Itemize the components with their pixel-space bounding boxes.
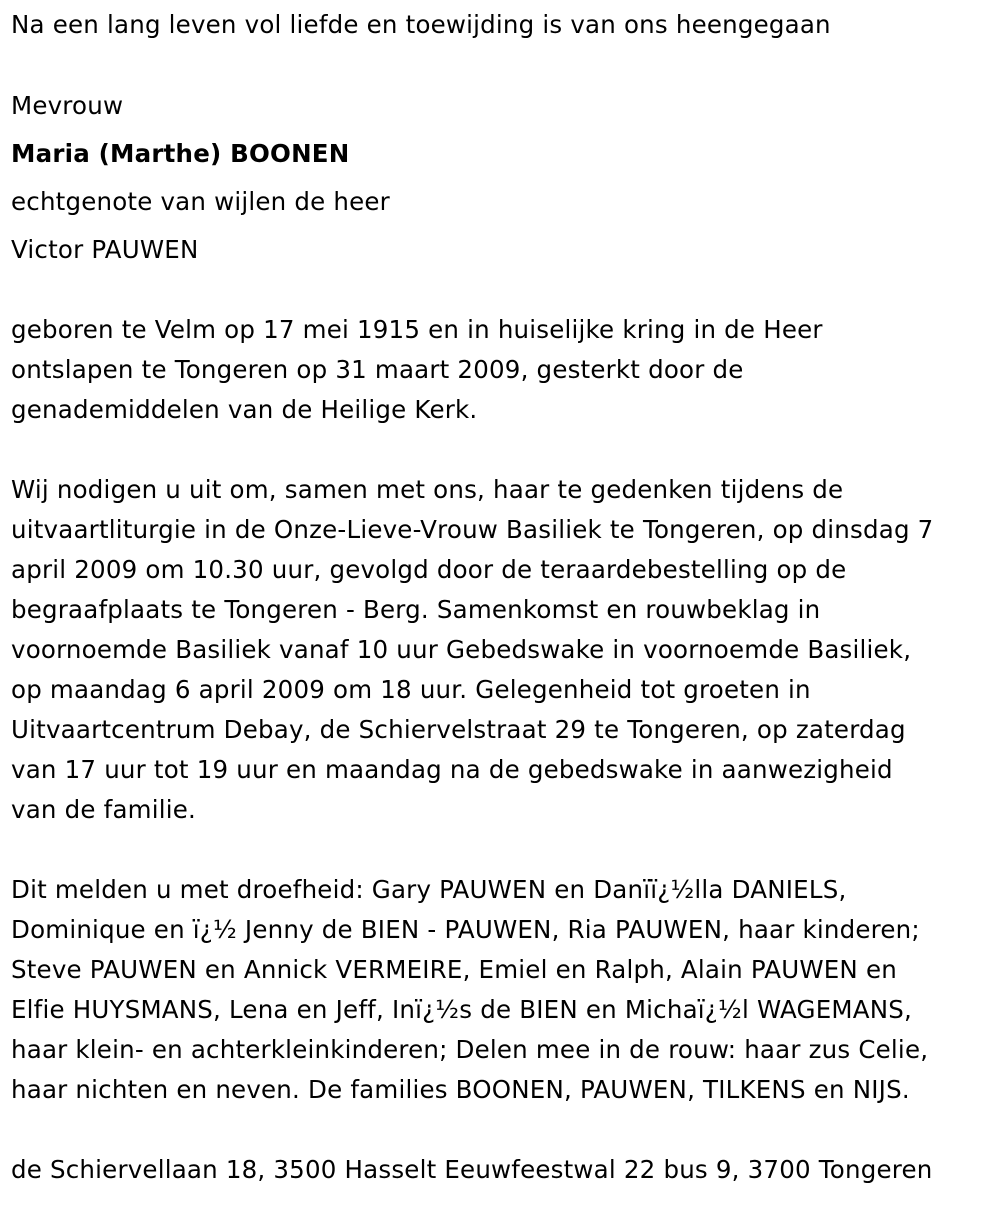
family-paragraph xyxy=(11,870,996,1110)
paragraph-line: van 17 uur tot 19 uur en maandag na de gebedswake in aanwezigheid xyxy=(11,755,893,784)
salutation: Mevrouw xyxy=(11,91,124,120)
paragraph-line: april 2009 om 10.30 uur, gevolgd door de teraardebestelling op de xyxy=(11,555,847,584)
paragraph-line: Steve PAUWEN en Annick VERMEIRE, Emiel en Ralph, Alain PAUWEN en xyxy=(11,955,897,984)
paragraph-line: geboren te Velm op 17 mei 1915 en in huiselijke kring in de Heer xyxy=(11,315,823,344)
paragraph-line: haar nichten en neven. De families BOONEN, PAUWEN, TILKENS en NIJS. xyxy=(11,1075,910,1104)
paragraph-line: van de familie. xyxy=(11,795,197,824)
birth-death-paragraph xyxy=(11,310,996,430)
spouse-name: Victor PAUWEN xyxy=(11,235,199,264)
paragraph-line: voornoemde Basiliek vanaf 10 uur Gebedswake in voornoemde Basiliek, xyxy=(11,635,912,664)
paragraph-line: Dominique en ï¿½ Jenny de BIEN - PAUWEN, Ria PAUWEN, haar kinderen; xyxy=(11,915,920,944)
funeral-paragraph xyxy=(11,470,996,830)
paragraph-line: Uitvaartcentrum Debay, de Schiervelstraat 29 te Tongeren, op zaterdag xyxy=(11,715,906,744)
addresses-line: de Schiervellaan 18, 3500 Hasselt Eeuwfeestwal 22 bus 9, 3700 Tongeren xyxy=(11,1155,933,1184)
paragraph-line: Dit melden u met droefheid: Gary PAUWEN en Danïï¿½lla DANIELS, xyxy=(11,875,847,904)
paragraph-line: begraafplaats te Tongeren - Berg. Samenkomst en rouwbeklag in xyxy=(11,595,821,624)
paragraph-line: uitvaartliturgie in de Onze-Lieve-Vrouw Basiliek te Tongeren, op dinsdag 7 xyxy=(11,515,934,544)
paragraph-line: genademiddelen van de Heilige Kerk. xyxy=(11,395,478,424)
paragraph-line: ontslapen te Tongeren op 31 maart 2009, gesterkt door de xyxy=(11,355,744,384)
paragraph-line: op maandag 6 april 2009 om 18 uur. Gelegenheid tot groeten in xyxy=(11,675,811,704)
intro-line: Na een lang leven vol liefde en toewijding is van ons heengegaan xyxy=(11,10,831,39)
paragraph-line: Wij nodigen u uit om, samen met ons, haar te gedenken tijdens de xyxy=(11,475,844,504)
paragraph-line: Elfie HUYSMANS, Lena en Jeff, Inï¿½s de BIEN en Michaï¿½l WAGEMANS, xyxy=(11,995,912,1024)
relation-line: echtgenote van wijlen de heer xyxy=(11,187,390,216)
deceased-name: Maria (Marthe) BOONEN xyxy=(11,139,350,168)
paragraph-line: haar klein- en achterkleinkinderen; Delen mee in de rouw: haar zus Celie, xyxy=(11,1035,929,1064)
addresses-paragraph xyxy=(11,1150,996,1190)
